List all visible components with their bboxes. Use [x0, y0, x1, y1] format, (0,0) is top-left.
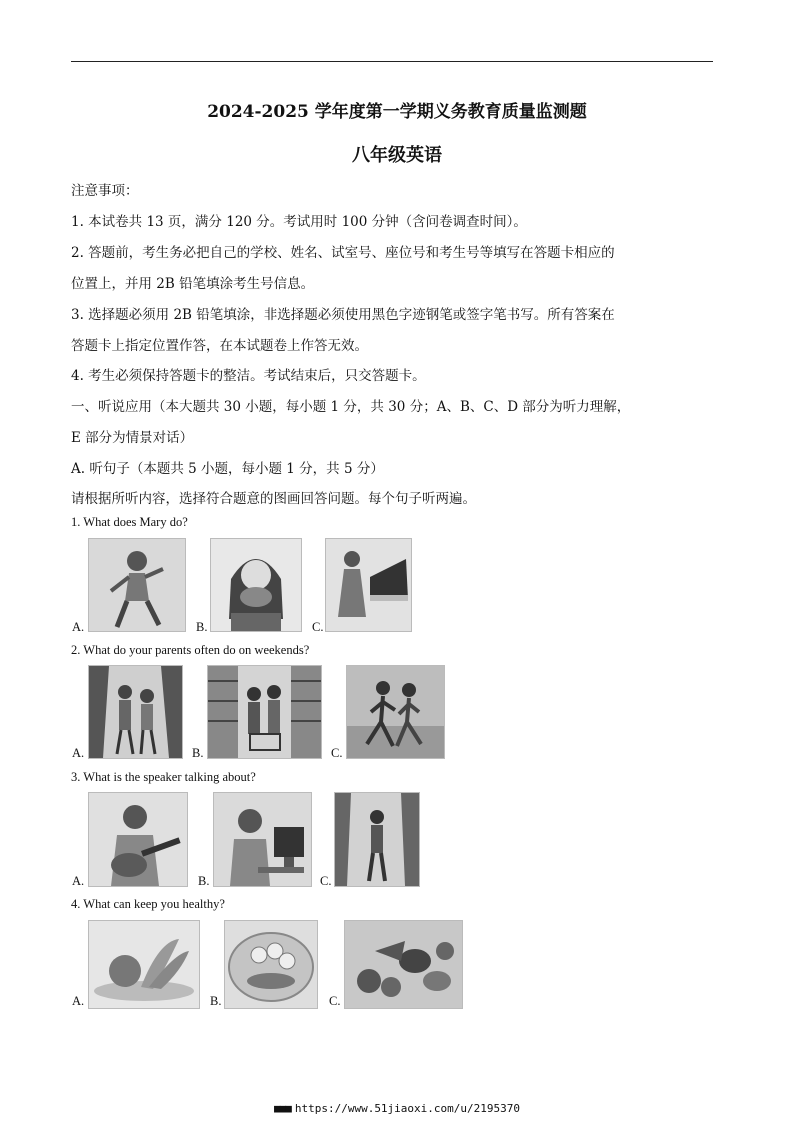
question-2: 2. What do your parents often do on weekends? [71, 643, 310, 657]
girl-eating-image[interactable] [210, 538, 302, 632]
q2-option-a-label: A. [72, 746, 85, 760]
fish-eggs-plate-image[interactable] [224, 920, 318, 1009]
notes-heading: 注意事项： [71, 183, 139, 199]
note-4: 4. 考生必须保持答题卡的整洁。考试结束后，只交答题卡。 [71, 368, 426, 384]
couple-shopping-image[interactable] [207, 665, 322, 759]
top-rule [71, 61, 713, 62]
question-4: 4. What can keep you healthy? [71, 897, 225, 911]
q3-option-a-label: A. [72, 874, 85, 888]
boy-playing-guitar-image[interactable] [88, 792, 188, 887]
q1-option-b-label: B. [196, 620, 208, 634]
q2-option-b-label: B. [192, 746, 204, 760]
couple-walking-park-image[interactable] [88, 665, 183, 759]
footer-url-line [0, 1102, 794, 1115]
note-3a: 3. 选择题必须用 2B 铅笔填涂，非选择题必须使用黑色字迹钢笔或签字笔书写。所有答案在 [71, 307, 615, 323]
q4-option-a-label: A. [72, 994, 85, 1008]
q1-option-c-label: C. [312, 620, 324, 634]
note-2b: 位置上，并用 2B 铅笔填涂考生号信息。 [71, 276, 315, 292]
footer-dots: ■■■ [273, 1102, 291, 1115]
exam-subtitle: 八年级英语 [352, 145, 442, 166]
section-title-a: 一、听说应用（本大题共 30 小题，每小题 1 分，共 30 分；A、B、C、D 部分为听力理解， [71, 399, 631, 415]
q1-option-a-label: A. [72, 620, 85, 634]
woman-running-image[interactable] [88, 538, 186, 632]
footer-url[interactable]: https://www.51jiaoxi.com/u/2195370 [294, 1102, 521, 1115]
note-3b: 答题卡上指定位置作答，在本试题卷上作答无效。 [71, 338, 368, 354]
note-1: 1. 本试卷共 13 页，满分 120 分。考试用时 100 分钟（含问卷调查时间）。 [71, 214, 527, 230]
question-1: 1. What does Mary do? [71, 515, 188, 529]
q4-option-c-label: C. [329, 994, 341, 1008]
boy-walking-image[interactable] [334, 792, 420, 887]
instruction: 请根据所听内容，选择符合题意的图画回答问题。每个句子听两遍。 [71, 491, 476, 507]
exam-title: 2024-2025 学年度第一学期义务教育质量监测题 [207, 102, 587, 122]
boy-using-computer-image[interactable] [213, 792, 312, 887]
couple-running-image[interactable] [346, 665, 445, 759]
part-a-title: A. 听句子（本题共 5 小题，每小题 1 分，共 5 分） [71, 461, 384, 477]
q3-option-c-label: C. [320, 874, 332, 888]
q3-option-b-label: B. [198, 874, 210, 888]
question-3: 3. What is the speaker talking about? [71, 770, 256, 784]
note-2a: 2. 答题前，考生务必把自己的学校、姓名、试室号、座位号和考生号等填写在答题卡相应的 [71, 245, 615, 261]
girl-playing-piano-image[interactable] [325, 538, 412, 632]
section-title-b: E 部分为情景对话） [71, 430, 194, 446]
vegetables-image[interactable] [344, 920, 463, 1009]
q4-option-b-label: B. [210, 994, 222, 1008]
fruit-plate-image[interactable] [88, 920, 200, 1009]
q2-option-c-label: C. [331, 746, 343, 760]
